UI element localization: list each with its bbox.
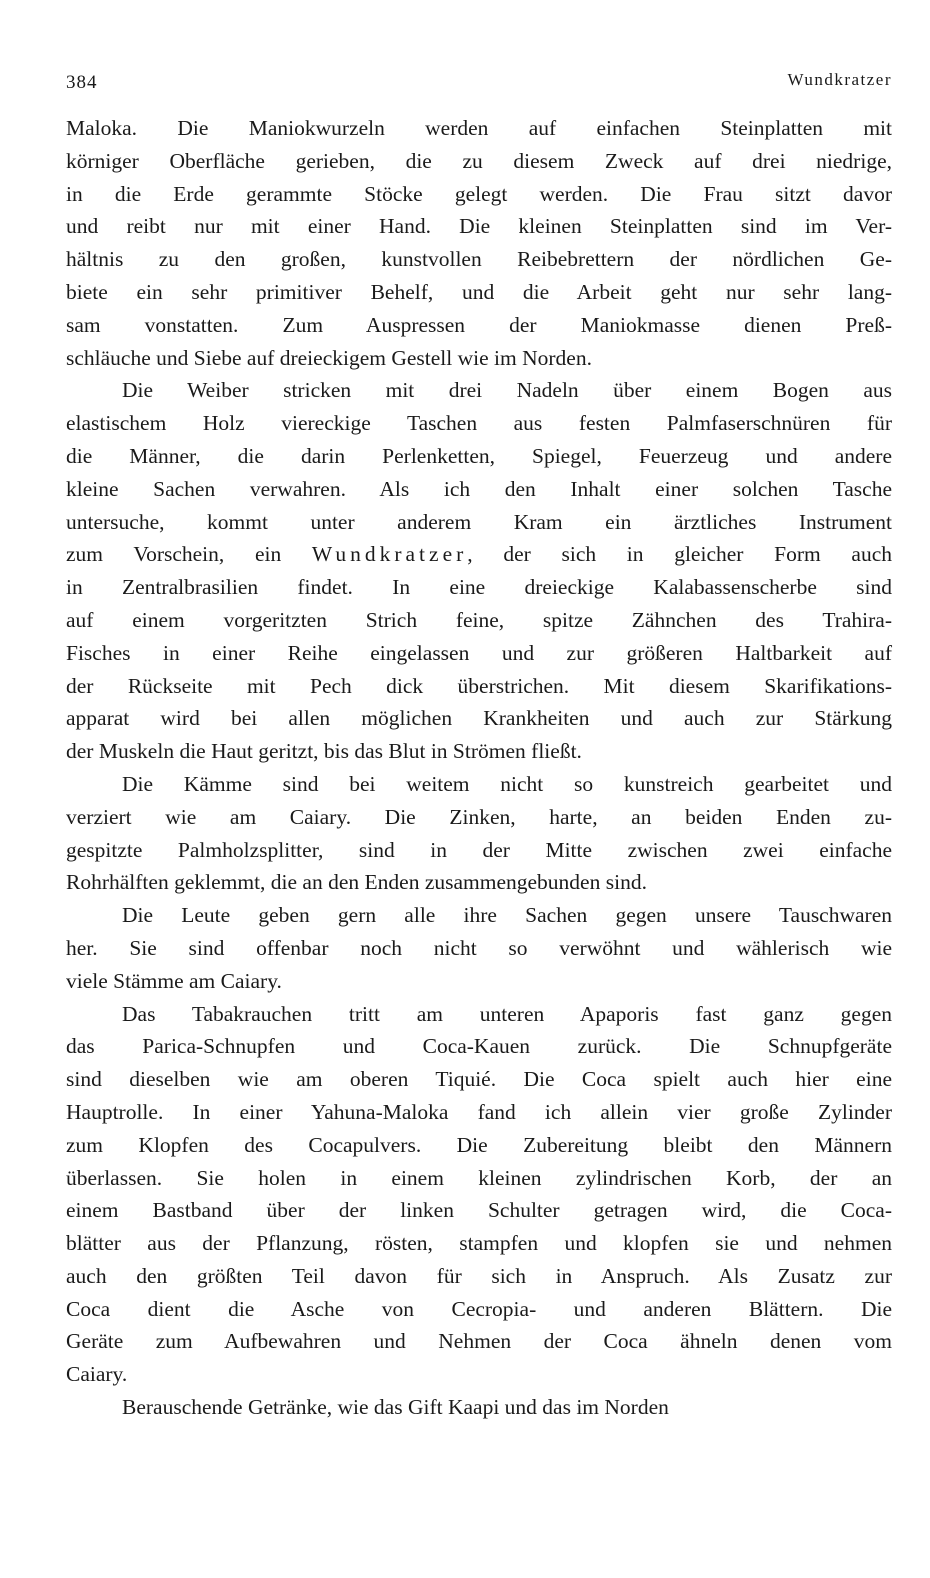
text-line: hältnis zu den großen, kunstvollen Reibebrettern der nördlichen Ge-: [66, 247, 892, 272]
body-text: [66, 112, 892, 1424]
text-line: überlassen. Sie holen in einem kleinen zylindrischen Korb, der an: [66, 1165, 892, 1190]
text-line: Die Leute geben gern alle ihre Sachen gegen unsere Tauschwaren: [122, 903, 892, 928]
text-line: sam vonstatten. Zum Auspressen der Maniokmasse dienen Preß-: [66, 312, 892, 337]
paragraph: [66, 1391, 892, 1424]
book-page: [66, 62, 892, 1424]
text-line: und reibt nur mit einer Hand. Die kleinen Steinplatten sind im Ver-: [66, 214, 892, 239]
text-line: zum Vorschein, ein Wundkratzer, der sich in gleicher Form auch: [66, 542, 892, 567]
text-line: Die Weiber stricken mit drei Nadeln über einem Bogen aus: [122, 378, 892, 403]
text-line: biete ein sehr primitiver Behelf, und die Arbeit geht nur sehr lang-: [66, 279, 892, 304]
text-line: auch den größten Teil davon für sich in Anspruch. Als Zusatz zur: [66, 1263, 892, 1288]
page-number: 384: [66, 72, 98, 93]
text-line: Maloka. Die Maniokwurzeln werden auf einfachen Steinplatten mit: [66, 116, 892, 140]
running-head: Wundkratzer: [787, 70, 892, 89]
text-line: gespitzte Palmholzsplitter, sind in der Mitte zwischen zwei einfache: [66, 837, 892, 862]
text-line: elastischem Holz viereckige Taschen aus festen Palmfaserschnüren für: [66, 411, 892, 436]
text-line: Hauptrolle. In einer Yahuna-Maloka fand ich allein vier große Zylinder: [66, 1099, 892, 1124]
text-line: die Männer, die darin Perlenketten, Spiegel, Feuerzeug und andere: [66, 443, 892, 468]
text-line: körniger Oberfläche gerieben, die zu diesem Zweck auf drei niedrige,: [66, 148, 892, 173]
paragraph: [66, 899, 892, 997]
paragraph: [66, 374, 892, 768]
paragraph: [66, 998, 892, 1392]
emphasized-term: Wundkratzer: [311, 542, 468, 567]
text-line: Coca dient die Asche von Cecropia- und anderen Blättern. Die: [66, 1296, 892, 1321]
paragraph: [66, 768, 892, 899]
text-line: Das Tabakrauchen tritt am unteren Apaporis fast ganz gegen: [122, 1001, 892, 1026]
text-line: verziert wie am Caiary. Die Zinken, harte, an beiden Enden zu-: [66, 804, 892, 829]
text-line: blätter aus der Pflanzung, rösten, stampfen und klopfen sie und nehmen: [66, 1231, 892, 1256]
page-header: [66, 62, 892, 102]
text-line: kleine Sachen verwahren. Als ich den Inhalt einer solchen Tasche: [66, 476, 892, 501]
text-line: das Parica-Schnupfen und Coca-Kauen zurück. Die Schnupfgeräte: [66, 1034, 892, 1059]
text-line: Die Kämme sind bei weitem nicht so kunstreich gearbeitet und: [122, 771, 892, 796]
text-line: Geräte zum Aufbewahren und Nehmen der Coca ähneln denen vom: [66, 1329, 892, 1354]
text-line: schläuche und Siebe auf dreieckigem Gestell wie im Norden.: [66, 345, 592, 370]
text-line: sind dieselben wie am oberen Tiquié. Die Coca spielt auch hier eine: [66, 1067, 892, 1092]
text-line: einem Bastband über der linken Schulter getragen wird, die Coca-: [66, 1198, 892, 1223]
text-line: apparat wird bei allen möglichen Krankheiten und auch zur Stärkung: [66, 706, 892, 731]
text-line: Berauschende Getränke, wie das Gift Kaapi und das im Norden: [122, 1395, 669, 1420]
text-line: untersuche, kommt unter anderem Kram ein ärztliches Instrument: [66, 509, 892, 534]
text-line: Rohrhälften geklemmt, die an den Enden zusammengebunden sind.: [66, 870, 647, 895]
text-line: Fisches in einer Reihe eingelassen und zur größeren Haltbarkeit auf: [66, 640, 892, 665]
text-line: auf einem vorgeritzten Strich feine, spitze Zähnchen des Trahira-: [66, 607, 892, 632]
text-line: Caiary.: [66, 1362, 128, 1387]
text-line: in Zentralbrasilien findet. In eine dreieckige Kalabassenscherbe sind: [66, 575, 892, 600]
text-line: her. Sie sind offenbar noch nicht so verwöhnt und wählerisch wie: [66, 935, 892, 960]
text-line: der Rückseite mit Pech dick überstrichen. Mit diesem Skarifikations-: [66, 673, 892, 698]
text-line: zum Klopfen des Cocapulvers. Die Zubereitung bleibt den Männern: [66, 1132, 892, 1157]
text-line: in die Erde gerammte Stöcke gelegt werden. Die Frau sitzt davor: [66, 181, 892, 206]
text-line: der Muskeln die Haut geritzt, bis das Blut in Strömen fließt.: [66, 739, 582, 764]
text-line: viele Stämme am Caiary.: [66, 968, 282, 993]
paragraph: [66, 112, 892, 374]
